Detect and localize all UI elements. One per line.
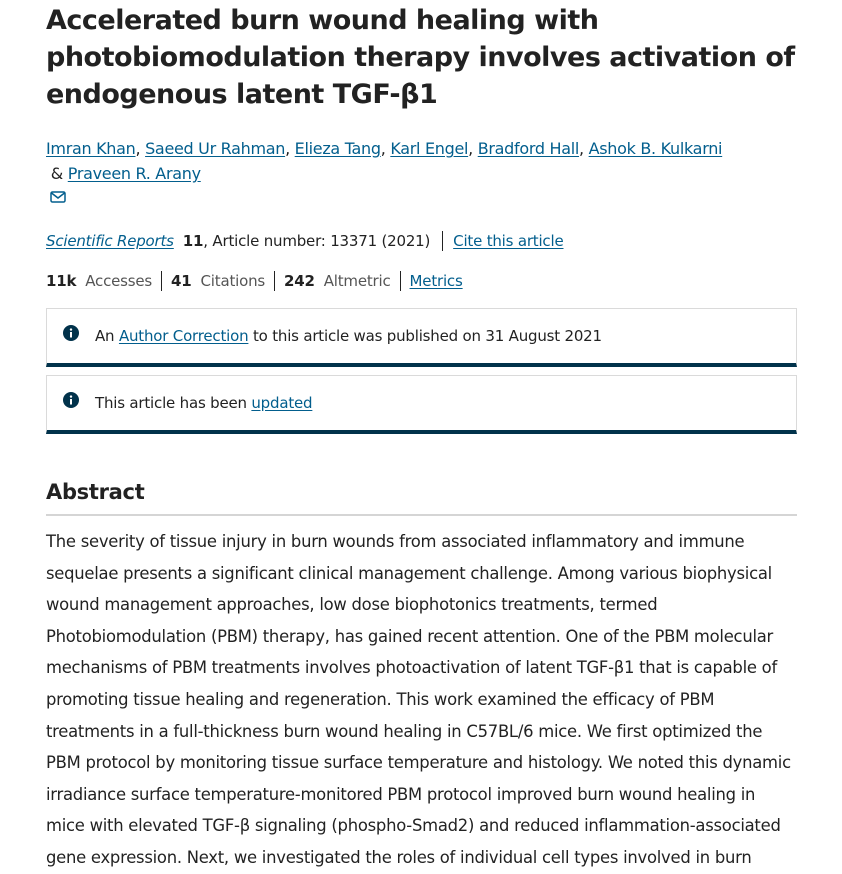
abstract-line: The severity of tissue injury in burn wounds from associated inflammatory and immune bbox=[46, 532, 745, 551]
notice-text: This article has been bbox=[95, 394, 252, 412]
article-page bbox=[46, 0, 797, 874]
cite-article-link[interactable]: Cite this article bbox=[453, 232, 564, 250]
abstract-line: irradiance surface temperature-monitored PBM protocol improved burn wound healing in bbox=[46, 784, 756, 804]
abstract-line: Photobiomodulation (PBM) therapy, has gained recent attention. One of the PBM molecular bbox=[46, 626, 774, 646]
envelope-icon[interactable] bbox=[50, 191, 66, 203]
metrics-link[interactable]: Metrics bbox=[409, 272, 463, 290]
abstract-line: PBM protocol by monitoring tissue surface temperature and histology. We noted this dynamic bbox=[46, 753, 791, 773]
author-separator: , bbox=[380, 139, 391, 158]
author-link[interactable]: Elieza Tang bbox=[294, 139, 381, 158]
divider bbox=[274, 271, 275, 291]
abstract-body bbox=[46, 526, 797, 874]
divider bbox=[442, 231, 443, 251]
title-line: photobiomodulation therapy involves activation of bbox=[46, 42, 795, 73]
author-link[interactable]: Bradford Hall bbox=[477, 139, 580, 158]
abstract-line: mechanisms of PBM treatments involves photoactivation of latent TGF-β1 that is capable of bbox=[46, 658, 777, 678]
author-list bbox=[46, 136, 797, 208]
abstract-line: wound management approaches, low dose biophotonics treatments, termed bbox=[46, 595, 658, 615]
abstract-heading: Abstract bbox=[46, 478, 797, 516]
author-separator: , bbox=[579, 139, 589, 158]
info-icon bbox=[63, 325, 79, 341]
abstract-line: promoting tissue healing and regeneration. This work examined the efficacy of PBM bbox=[46, 689, 715, 709]
author-correction-link[interactable]: Author Correction bbox=[118, 327, 249, 345]
author-link[interactable]: Saeed Ur Rahman bbox=[145, 139, 286, 158]
altmetric-label: Altmetric bbox=[323, 272, 391, 290]
divider bbox=[400, 271, 401, 291]
updated-link[interactable]: updated bbox=[251, 394, 313, 412]
citations-count: 41 bbox=[171, 272, 192, 290]
author-correction-notice bbox=[46, 308, 797, 367]
author-link[interactable]: Imran Khan bbox=[46, 139, 136, 158]
journal-link[interactable]: Scientific Reports bbox=[46, 232, 174, 250]
article-title bbox=[46, 2, 797, 113]
divider bbox=[161, 271, 162, 291]
article-updated-notice bbox=[46, 375, 797, 434]
abstract-line: treatments in a full-thickness burn wound healing in C57BL/6 mice. We first optimized the bbox=[46, 721, 763, 741]
author-link[interactable]: Karl Engel bbox=[390, 139, 469, 158]
notice-text: to this article was published on 31 August 2021 bbox=[248, 327, 602, 345]
citation-line bbox=[46, 229, 797, 253]
info-icon bbox=[63, 392, 79, 408]
author-separator: & bbox=[46, 164, 68, 183]
citations-label: Citations bbox=[200, 272, 265, 290]
volume-number: 11 bbox=[182, 232, 204, 250]
abstract-line: gene expression. Next, we investigated the roles of individual cell types involved in burn bbox=[46, 847, 752, 867]
accesses-label: Accesses bbox=[85, 272, 153, 290]
abstract-line: mice with elevated TGF-β signaling (phospho-Smad2) and reduced inflammation-associated bbox=[46, 816, 781, 836]
author-separator: , bbox=[285, 139, 295, 158]
author-link[interactable]: Ashok B. Kulkarni bbox=[588, 139, 723, 158]
abstract-line: sequelae presents a significant clinical management challenge. Among various biophysical bbox=[46, 563, 772, 583]
author-link[interactable]: Praveen R. Arany bbox=[67, 164, 201, 183]
article-metrics bbox=[46, 269, 797, 293]
altmetric-score: 242 bbox=[284, 272, 315, 290]
corresponding-author-row bbox=[46, 186, 797, 208]
author-separator: , bbox=[468, 139, 478, 158]
title-line: endogenous latent TGF-β1 bbox=[46, 79, 438, 110]
title-line: Accelerated burn wound healing with bbox=[46, 5, 599, 36]
accesses-count: 11k bbox=[46, 272, 77, 290]
notice-text: An bbox=[95, 327, 119, 345]
author-separator: , bbox=[135, 139, 146, 158]
article-number: , Article number: 13371 (2021) bbox=[203, 232, 431, 250]
